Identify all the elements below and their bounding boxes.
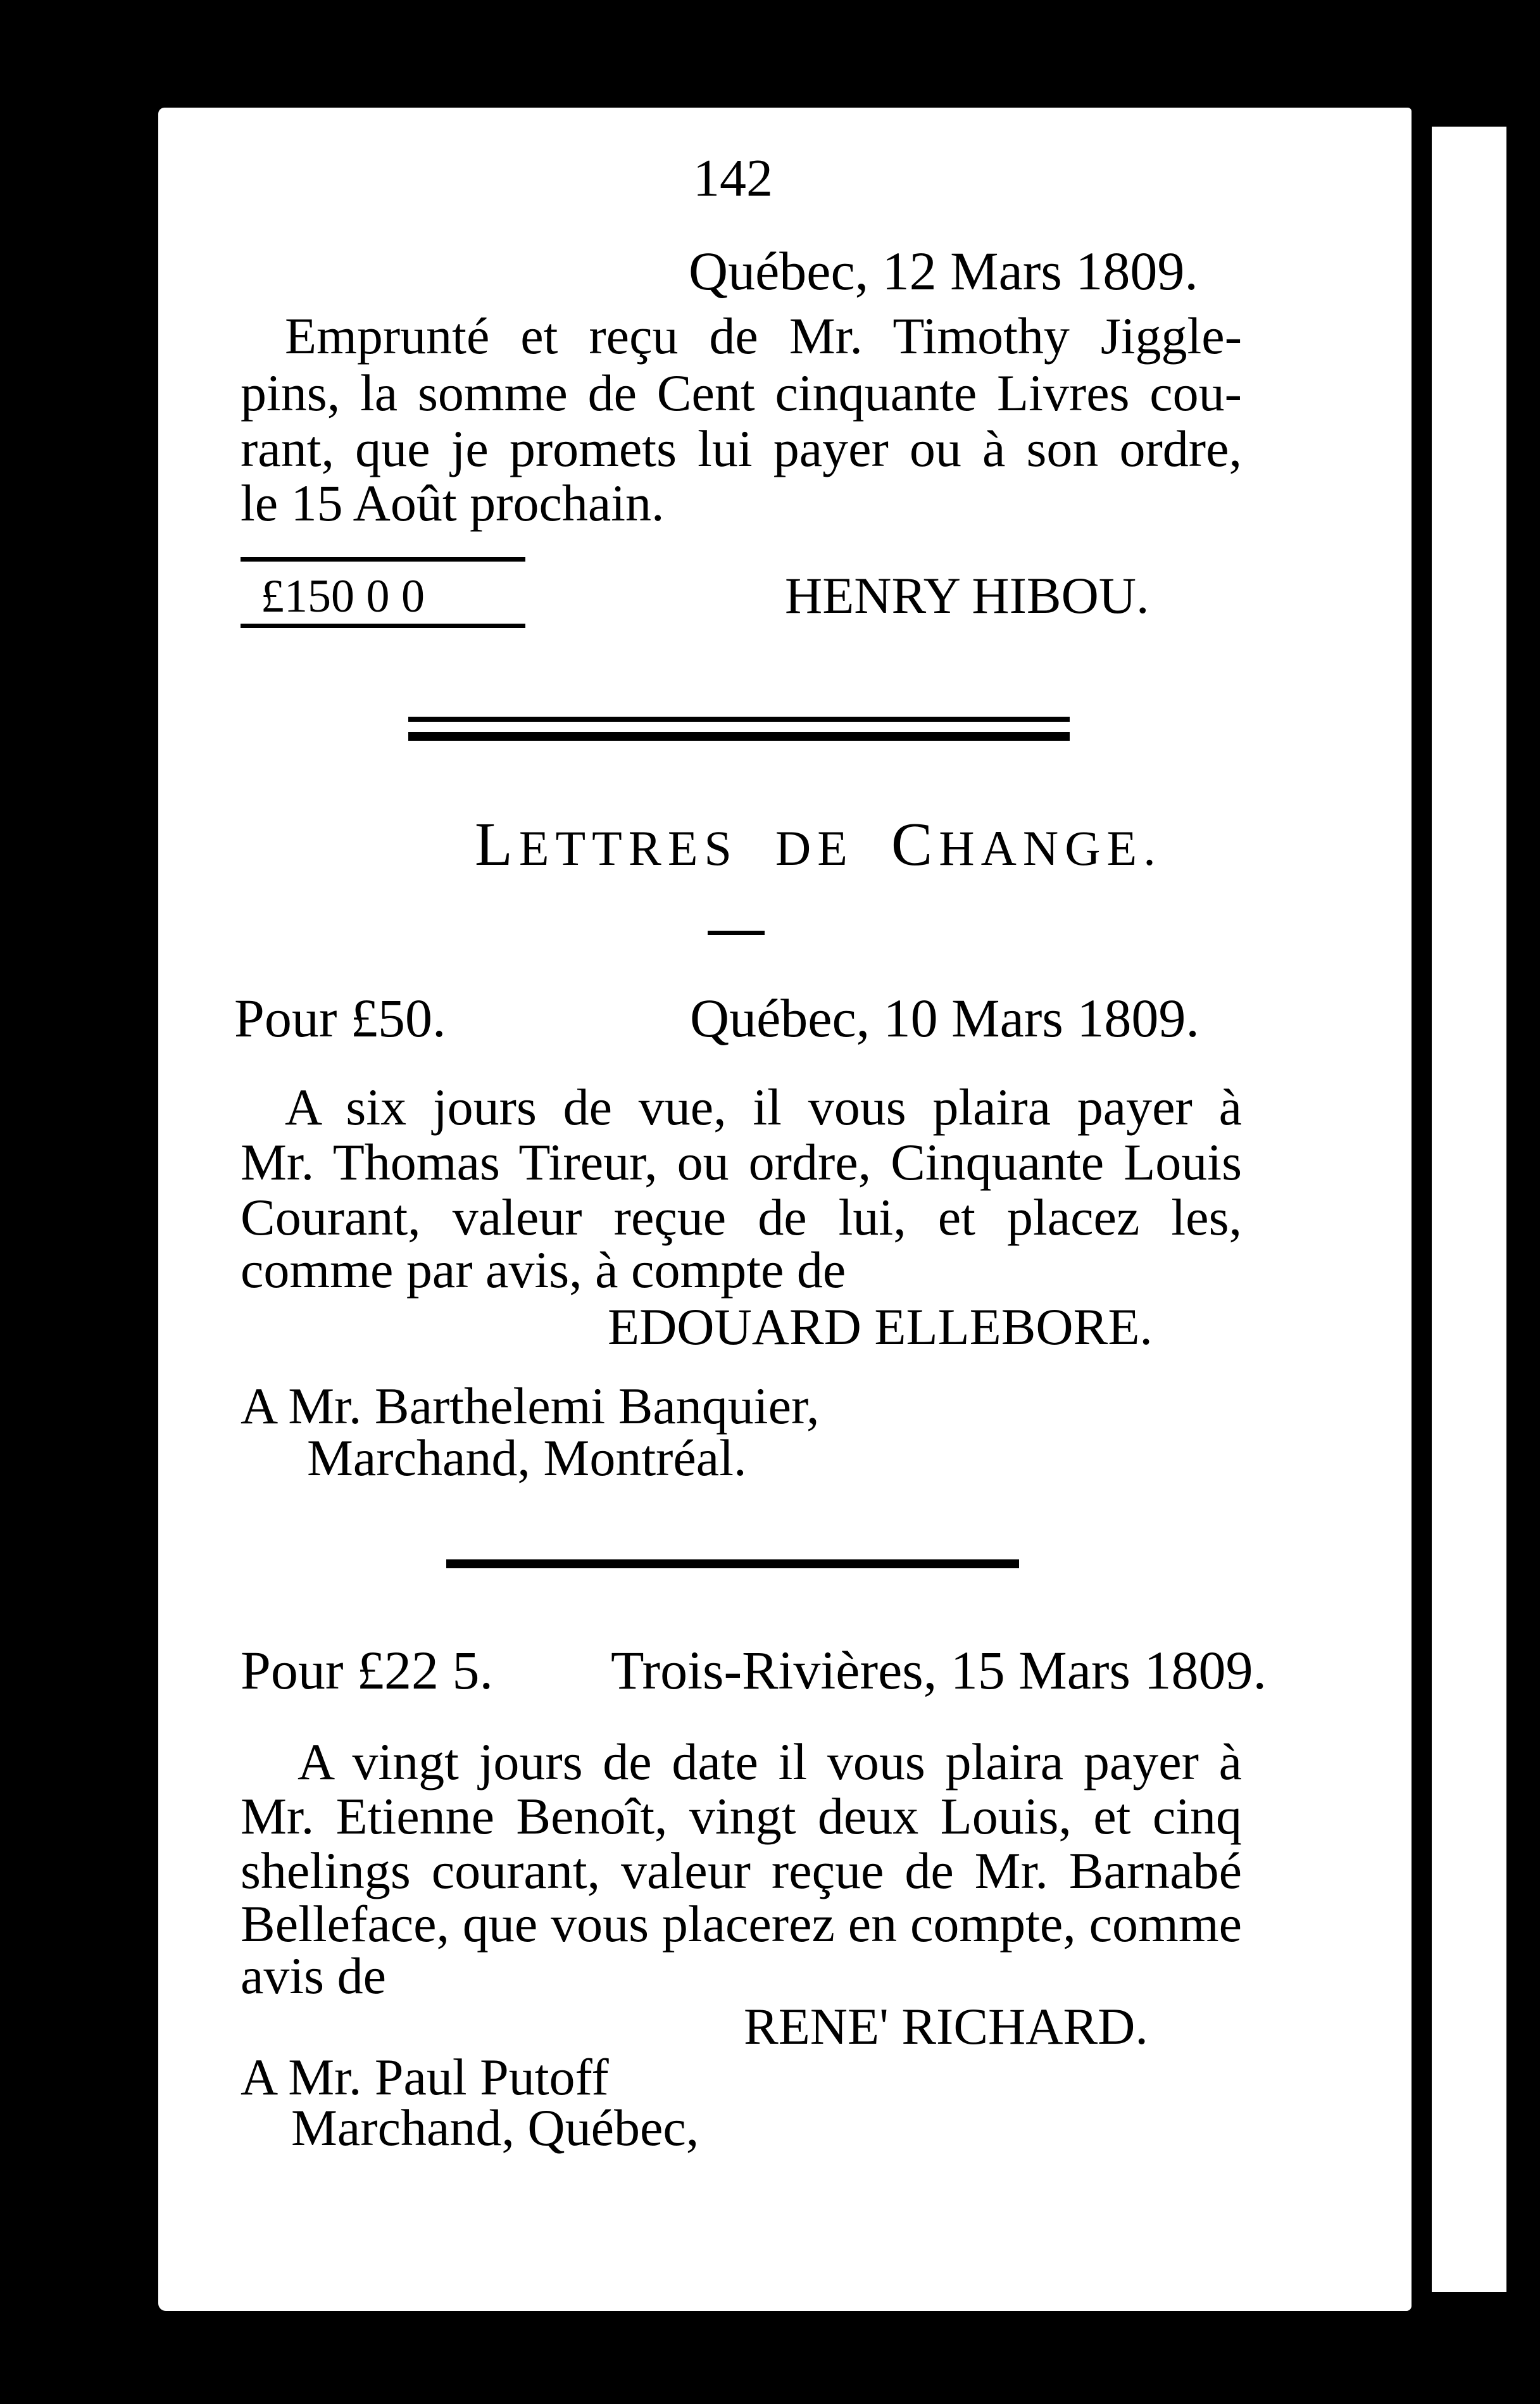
note-dateline: Québec, 12 Mars 1809.	[689, 241, 1198, 301]
note-signature: HENRY HIBOU.	[785, 567, 1149, 624]
note-line-3: rant, que je promets lui payer ou à son ordre,	[241, 420, 1242, 477]
bill1-addressee-1: A Mr. Barthelemi Banquier,	[241, 1377, 820, 1435]
bill2-amount: Pour £22 5.	[241, 1640, 493, 1701]
note-line-4: le 15 Août prochain.	[241, 474, 665, 532]
bill1-dateline: Québec, 10 Mars 1809.	[690, 988, 1199, 1048]
note-line-1: Emprunté et reçu de Mr. Timothy Jiggle-	[285, 307, 1242, 365]
heading-word-change: HANGE.	[939, 821, 1162, 876]
bill1-signature: EDOUARD ELLEBORE.	[608, 1298, 1153, 1356]
heading-word-de: DE	[775, 821, 854, 876]
section-heading	[475, 810, 1162, 879]
amount-rule-top	[241, 557, 525, 562]
bill1-line-1: A six jours de vue, il vous plaira payer à	[285, 1078, 1242, 1136]
bill2-signature: RENE' RICHARD.	[744, 1998, 1148, 2055]
short-divider	[708, 931, 765, 935]
bill2-line-2: Mr. Etienne Benoît, vingt deux Louis, et cinq	[241, 1787, 1242, 1845]
bill1-amount: Pour £50.	[234, 988, 446, 1048]
heading-word-lettres: ETTRES	[518, 821, 738, 876]
bill1-addressee-2: Marchand, Montréal.	[307, 1429, 747, 1487]
section-rule-top	[408, 717, 1070, 722]
bill1-line-4: comme par avis, à compte de	[241, 1241, 846, 1299]
bill1-line-2: Mr. Thomas Tireur, ou ordre, Cinquante Louis	[241, 1133, 1242, 1191]
bill2-addressee-1: A Mr. Paul Putoff	[241, 2048, 609, 2106]
adjacent-page-edge	[1432, 127, 1506, 2292]
bill-divider-rule	[446, 1559, 1019, 1568]
bill2-line-4: Belleface, que vous placerez en compte, comme	[241, 1895, 1242, 1953]
bill2-dateline: Trois-Rivières, 15 Mars 1809.	[611, 1640, 1267, 1701]
amount-rule-bottom	[241, 624, 525, 628]
bill2-line-1: A vingt jours de date il vous plaira payer à	[297, 1733, 1242, 1790]
note-line-2: pins, la somme de Cent cinquante Livres cou-	[241, 364, 1242, 422]
heading-initial-c: C	[891, 810, 939, 879]
section-rule-bottom	[408, 732, 1070, 741]
bill2-addressee-2: Marchand, Québec,	[291, 2099, 699, 2156]
bill2-line-3: shelings courant, valeur reçue de Mr. Barnabé	[241, 1842, 1242, 1899]
bill2-line-5: avis de	[241, 1947, 386, 2004]
page-number: 142	[693, 149, 773, 208]
heading-initial-l: L	[475, 810, 519, 879]
note-amount: £150 0 0	[261, 570, 425, 622]
bill1-line-3: Courant, valeur reçue de lui, et placez les,	[241, 1188, 1242, 1246]
